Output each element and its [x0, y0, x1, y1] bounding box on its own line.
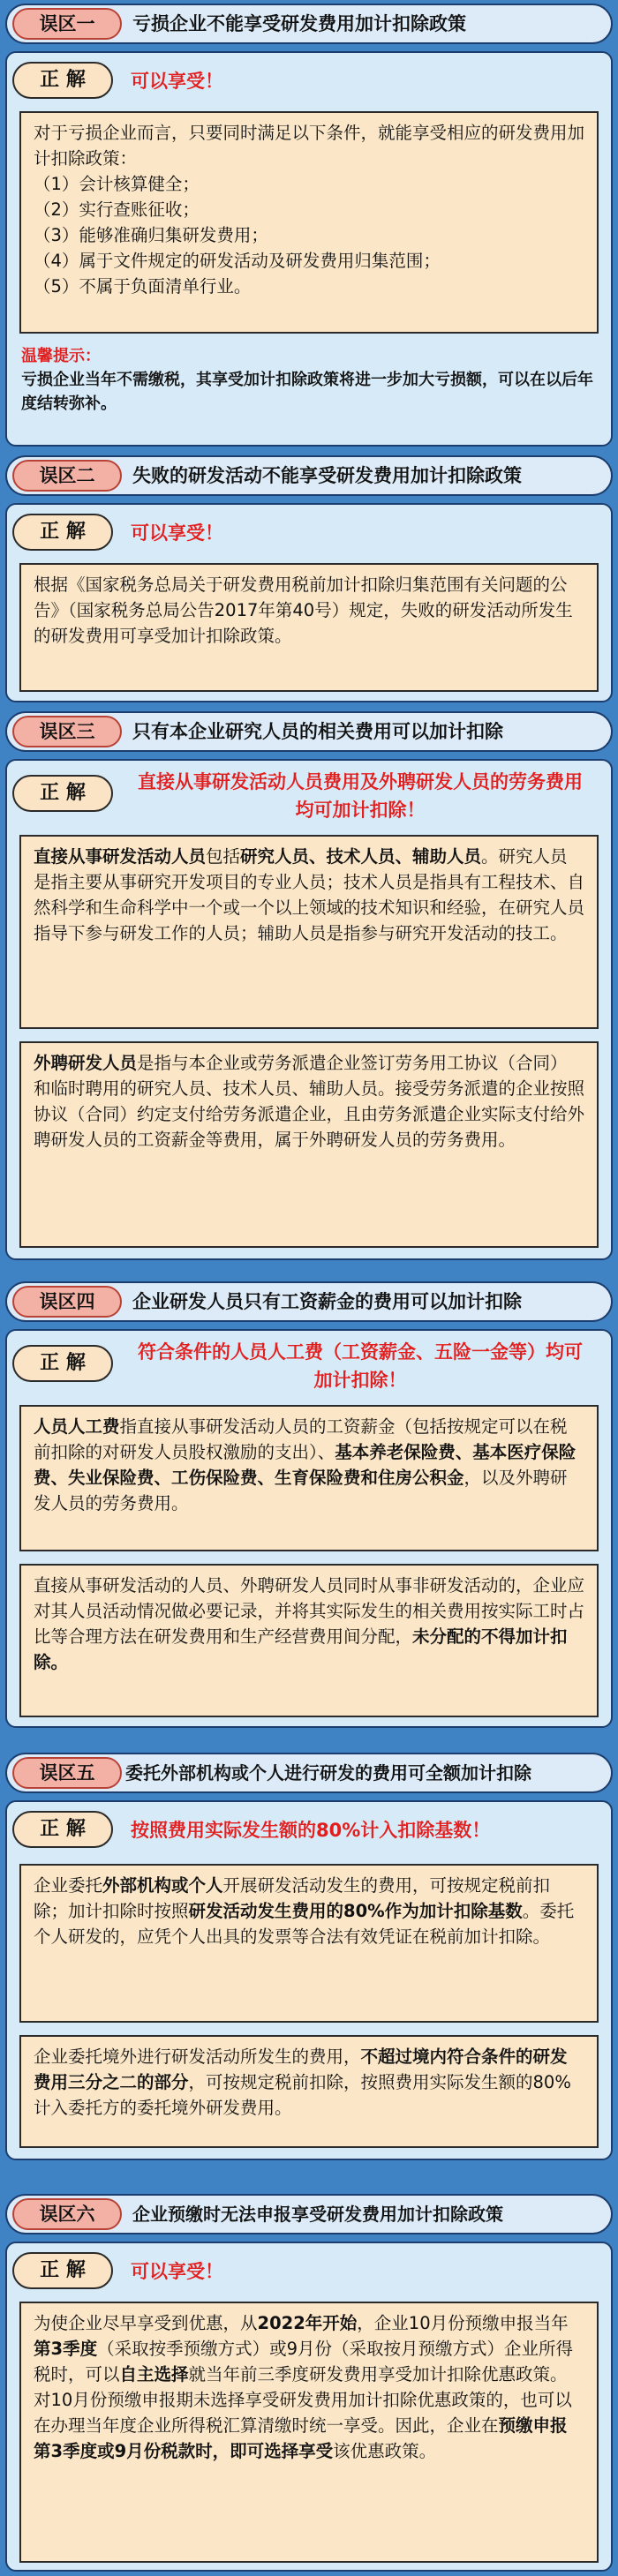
- text-run: 指直接从事研发活动人员的工资薪金（包括按规定可以在税前扣除的对研发人员股权激励的支出）、: [34, 1416, 568, 1462]
- explanation-box: [19, 2302, 599, 2563]
- text-run: 直接从事研发活动的人员、外聘研发人员同时从事非研发活动的，企业应对其人员活动情况做必要记录，并将其实际发生的相关费用按实际工时占比等合理方法在研发费用和生产经营费用间分配，: [34, 1575, 585, 1647]
- warm-tip: [21, 344, 600, 416]
- correct-answer-badge: 正 解: [12, 62, 113, 99]
- explanation-box: [19, 1041, 599, 1248]
- myth-tag: 误区三: [12, 716, 122, 747]
- answer-panel: [5, 1800, 613, 2160]
- explanation-text: [34, 844, 584, 946]
- highlight-text: 自主选择: [119, 2364, 189, 2384]
- answer-panel: [5, 2242, 613, 2572]
- answer-headline: 直接从事研发活动人员费用及外聘研发人员的劳务费用均可加计扣除！: [138, 771, 583, 821]
- myth-title: 委托外部机构或个人进行研发的费用可全额加计扣除: [125, 1762, 531, 1784]
- explanation-box: [19, 835, 599, 1029]
- explanation-box: [19, 111, 599, 334]
- highlight-text: 研发活动发生费用的80%作为加计扣除基数: [188, 1901, 523, 1921]
- explanation-text: [34, 2044, 584, 2121]
- explanation-text: [34, 1573, 584, 1675]
- answer-panel: [5, 1329, 613, 1728]
- text-run: ，以及外聘研发人员的劳务费用。: [34, 1468, 568, 1513]
- answer-headline: 可以享受！: [131, 522, 223, 544]
- explanation-box: [19, 1564, 599, 1717]
- correct-answer-badge: 正 解: [12, 1345, 113, 1382]
- highlight-text: 基本养老保险费、基本医疗保险费、失业保险费、工伤保险费、生育保险费和住房公积金: [34, 1442, 577, 1488]
- myth-title: 企业预缴时无法申报享受研发费用加计扣除政策: [132, 2204, 503, 2225]
- myth-title: 企业研发人员只有工资薪金的费用可以加计扣除: [132, 1291, 522, 1312]
- explanation-text: 根据《国家税务总局关于研发费用税前加计扣除归集范围有关问题的公告》（国家税务总局公告2017年第40号）规定，失败的研发活动所发生的研发费用可享受加计扣除政策。: [34, 575, 573, 646]
- explanation-text: [34, 1414, 584, 1516]
- explanation-text: [34, 1873, 584, 1949]
- text-run: 。委托个人研发的，应凭个人出具的发票等合法有效凭证在税前加计扣除。: [34, 1901, 575, 1947]
- condition-item: （2）实行查账征收；: [34, 199, 200, 220]
- condition-item: （5）不属于负面清单行业。: [34, 276, 252, 297]
- text-run: 该优惠政策。: [333, 2441, 437, 2461]
- text-run: 为使企业尽早享受到优惠，从: [34, 2313, 258, 2333]
- warm-tip-label: 温馨提示：: [21, 347, 101, 365]
- explanation-box: [19, 563, 599, 692]
- myth-title-bar: [5, 4, 613, 44]
- myth-title-bar: [5, 2194, 613, 2234]
- text-run: 企业委托: [34, 1875, 103, 1896]
- warm-tip-text: 亏损企业当年不需缴税，其享受加计扣除政策将进一步加大亏损额，可以在以后年度结转弥补。: [21, 371, 593, 413]
- text-run: 包括: [206, 846, 241, 867]
- answer-headline: 可以享受！: [131, 71, 223, 92]
- myth-tag: 误区四: [12, 1286, 122, 1318]
- highlight-text: 直接从事研发活动人员: [34, 846, 207, 867]
- text-run: 是指与本企业或劳务派遣企业签订劳务用工协议（合同）和临时聘用的研究人员、技术人员、辅助人员。接受劳务派遣的企业按照协议（合同）约定支付给劳务派遣企业，且由劳务派遣企业实际支付给外聘研发人员的工资薪金等费用，属于外聘研发人员的劳务费用。: [34, 1053, 585, 1150]
- condition-item: （4）属于文件规定的研发活动及研发费用归集范围；: [34, 251, 441, 271]
- myth-title-bar: [5, 1281, 613, 1322]
- highlight-text: 外聘研发人员: [34, 1053, 138, 1073]
- highlight-text: 人员人工费: [34, 1416, 120, 1437]
- text-run: 就当年前三季度研发费用享受加计扣除优惠政策。对10月份预缴申报期未选择享受研发费用加计扣除优惠政策的，也可以在办理当年度企业所得税汇算清缴时统一享受。因此，企业在: [34, 2364, 572, 2436]
- answer-headline: 可以享受！: [131, 2261, 223, 2282]
- myth-title-bar: [5, 711, 613, 752]
- answer-panel: [5, 759, 613, 1260]
- myth-tag: 误区六: [12, 2198, 122, 2230]
- myth-title-bar: [5, 455, 613, 496]
- myth-tag: 误区二: [12, 460, 122, 492]
- highlight-text: 未分配的不得加计扣除。: [34, 1626, 568, 1672]
- explanation-text: [34, 2310, 584, 2464]
- correct-answer-badge: 正 解: [12, 1811, 113, 1848]
- myth-tag: 误区一: [12, 8, 122, 40]
- answer-panel: [5, 503, 613, 702]
- text-run: ，企业10月份预缴申报当年: [357, 2313, 569, 2333]
- highlight-text: 外部机构或个人: [102, 1875, 223, 1896]
- explanation-intro: 对于亏损企业而言，只要同时满足以下条件，就能享受相应的研发费用加计扣除政策：: [34, 123, 585, 169]
- highlight-text: 研究人员、技术人员、辅助人员: [240, 846, 482, 867]
- text-run: 。研究人员是指主要从事研究开发项目的专业人员；技术人员是指具有工程技术、自然科学和生命科学中一个或一个以上领域的技术知识和经验，在研究人员指导下参与研发工作的人员；辅助人员是指参与研究开发活动的技工。: [34, 846, 585, 943]
- correct-answer-badge: 正 解: [12, 2252, 113, 2289]
- explanation-box: [19, 1864, 599, 2023]
- myth-title-bar: [5, 1753, 613, 1793]
- explanation-box: [19, 2035, 599, 2148]
- myth-title: 亏损企业不能享受研发费用加计扣除政策: [132, 13, 466, 34]
- text-run: 企业委托境外进行研发活动所发生的费用，: [34, 2047, 361, 2067]
- condition-item: （1）会计核算健全；: [34, 174, 200, 194]
- answer-headline: 按照费用实际发生额的80%计入扣除基数！: [131, 1820, 491, 1841]
- highlight-text: 2022年开始: [257, 2313, 358, 2333]
- correct-answer-badge: 正 解: [12, 514, 113, 551]
- correct-answer-badge: 正 解: [12, 775, 113, 812]
- text-run: （采取按季预缴方式）或9月份（采取按月预缴方式）企业所得税时，可以: [34, 2339, 573, 2384]
- highlight-text: 预缴申报第3季度或9月份税款时，即可选择享受: [34, 2415, 568, 2461]
- explanation-text: [34, 1050, 584, 1153]
- text-run: ，可按规定税前扣除，按照费用实际发生额的80%计入委托方的委托境外研发费用。: [34, 2072, 571, 2118]
- explanation-box: [19, 1405, 599, 1551]
- text-run: 开展研发活动发生的费用，可按规定税前扣除；加计扣除时按照: [34, 1875, 551, 1921]
- myth-title: 失败的研发活动不能享受研发费用加计扣除政策: [132, 465, 522, 486]
- myth-title: 只有本企业研究人员的相关费用可以加计扣除: [132, 721, 503, 742]
- answer-panel: [5, 51, 613, 447]
- answer-headline: 符合条件的人员人工费（工资薪金、五险一金等）均可加计扣除！: [138, 1341, 583, 1391]
- highlight-text: 第3季度: [34, 2339, 98, 2359]
- highlight-text: 不超过境内符合条件的研发费用三分之二的部分: [34, 2047, 568, 2092]
- condition-item: （3）能够准确归集研发费用；: [34, 225, 268, 245]
- myth-tag: 误区五: [12, 1757, 122, 1789]
